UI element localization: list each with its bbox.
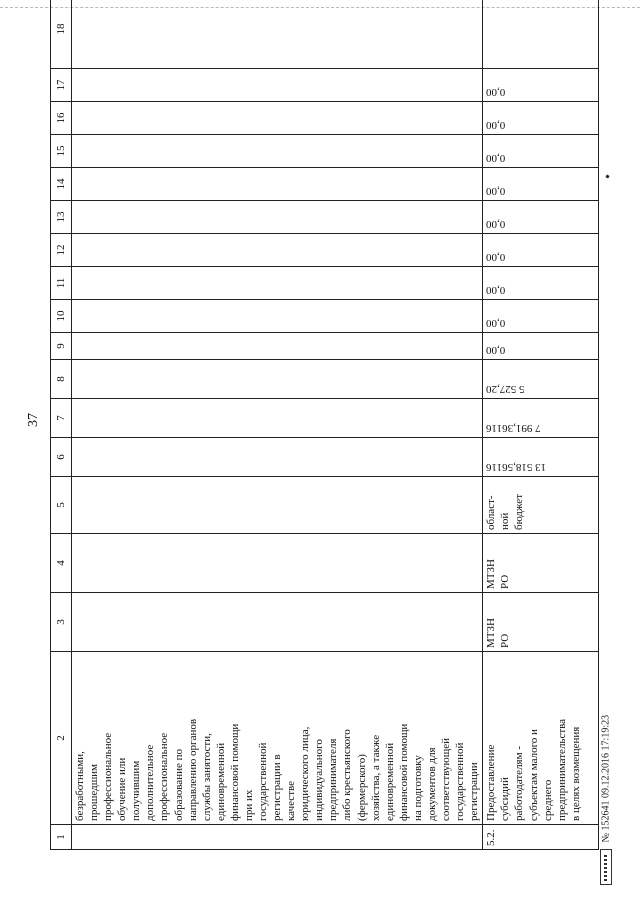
cell-value	[483, 360, 599, 399]
col-num-12: 12	[51, 234, 72, 267]
cell-num	[72, 825, 483, 850]
value-2026: 0,00	[486, 86, 506, 98]
col-num-11: 11	[51, 267, 72, 300]
cell-note	[483, 0, 599, 69]
col-num-17: 17	[51, 69, 72, 102]
cell-value	[72, 300, 483, 333]
value-2022: 0,00	[486, 218, 506, 230]
cell-value	[483, 168, 599, 201]
col-num-14: 14	[51, 168, 72, 201]
cell-value	[72, 69, 483, 102]
participant-text: МТЗН РО	[485, 559, 512, 589]
col-num-6: 6	[51, 438, 72, 477]
cell-participant	[483, 534, 599, 593]
col-num-9: 9	[51, 333, 72, 360]
cell-source	[72, 477, 483, 534]
cell-source	[483, 477, 599, 534]
table-row-continuation	[72, 0, 483, 850]
column-number-row	[51, 0, 72, 850]
col-num-18: 18	[51, 0, 72, 69]
cell-value	[72, 360, 483, 399]
cell-value	[483, 267, 599, 300]
col-num-10: 10	[51, 300, 72, 333]
cell-description	[483, 652, 599, 825]
cell-participant	[72, 534, 483, 593]
cell-executor	[72, 593, 483, 652]
value-total: 13 518,56116	[486, 461, 547, 473]
cell-value	[72, 399, 483, 438]
col-num-7: 7	[51, 399, 72, 438]
executor-text: МТЗН РО	[485, 618, 512, 648]
cell-num	[483, 825, 599, 850]
page-number: 37	[26, 413, 41, 427]
col-num-3: 3	[51, 593, 72, 652]
col-num-5: 5	[51, 477, 72, 534]
scan-speck	[605, 174, 609, 178]
cell-value	[483, 300, 599, 333]
col-num-8: 8	[51, 360, 72, 399]
col-num-16: 16	[51, 102, 72, 135]
col-num-1: 1	[51, 825, 72, 850]
cell-value	[483, 333, 599, 360]
value-2016: 7 991,36116	[486, 422, 541, 434]
note-text	[483, 0, 485, 68]
value-2023: 0,00	[486, 185, 506, 197]
value-2020: 0,00	[486, 284, 506, 296]
col-num-4: 4	[51, 534, 72, 593]
cell-total	[483, 438, 599, 477]
value-2021: 0,00	[486, 251, 506, 263]
table-row-5-2	[483, 0, 599, 850]
cell-value	[72, 102, 483, 135]
cell-value	[483, 201, 599, 234]
cell-value	[72, 234, 483, 267]
value-2025: 0,00	[486, 119, 506, 131]
cell-note	[72, 0, 483, 69]
cell-value	[483, 135, 599, 168]
cell-value	[72, 168, 483, 201]
budget-table	[50, 0, 599, 850]
cell-executor	[483, 593, 599, 652]
document-stamp	[600, 655, 624, 885]
cell-value	[483, 102, 599, 135]
col-num-15: 15	[51, 135, 72, 168]
cell-value	[72, 201, 483, 234]
document-timestamp: 09.12.2016 17:19:23	[600, 714, 612, 798]
registry-logo-icon	[600, 849, 612, 885]
value-2019: 0,00	[486, 317, 506, 329]
cell-description	[72, 652, 483, 825]
description-text: безработными, прошедшим профессиональное обучение или получившим дополнительное профессиональное образование по направлению органов службы занятости, единовременной финансовой помощи при их государственной регистрации в качестве юридического лица, индивидуального предпринимателя либо крестьянского (фермерского) хозяйства, а также единовременной финансовой помощи на подготовку документов для соответствующей государственной регистрации	[74, 718, 481, 821]
budget-table-rotated	[50, 25, 580, 850]
row-number: 5.2.	[485, 829, 498, 846]
value-2017: 5 527,20	[486, 383, 525, 395]
cell-value	[72, 333, 483, 360]
cell-total	[72, 438, 483, 477]
cell-value	[483, 399, 599, 438]
value-2018: 0,00	[486, 344, 506, 356]
cell-value	[72, 267, 483, 300]
col-num-13: 13	[51, 201, 72, 234]
cell-value	[483, 234, 599, 267]
source-text: област- ной бюджет	[485, 494, 526, 530]
description-text: Предоставление субсидий работодателям - субъектам малого и среднего предпринимательства в целях возмещения	[485, 718, 582, 821]
value-2024: 0,00	[486, 152, 506, 164]
cell-value	[72, 135, 483, 168]
col-num-2: 2	[51, 652, 72, 825]
cell-value	[483, 69, 599, 102]
document-id: № 152641	[600, 800, 612, 843]
